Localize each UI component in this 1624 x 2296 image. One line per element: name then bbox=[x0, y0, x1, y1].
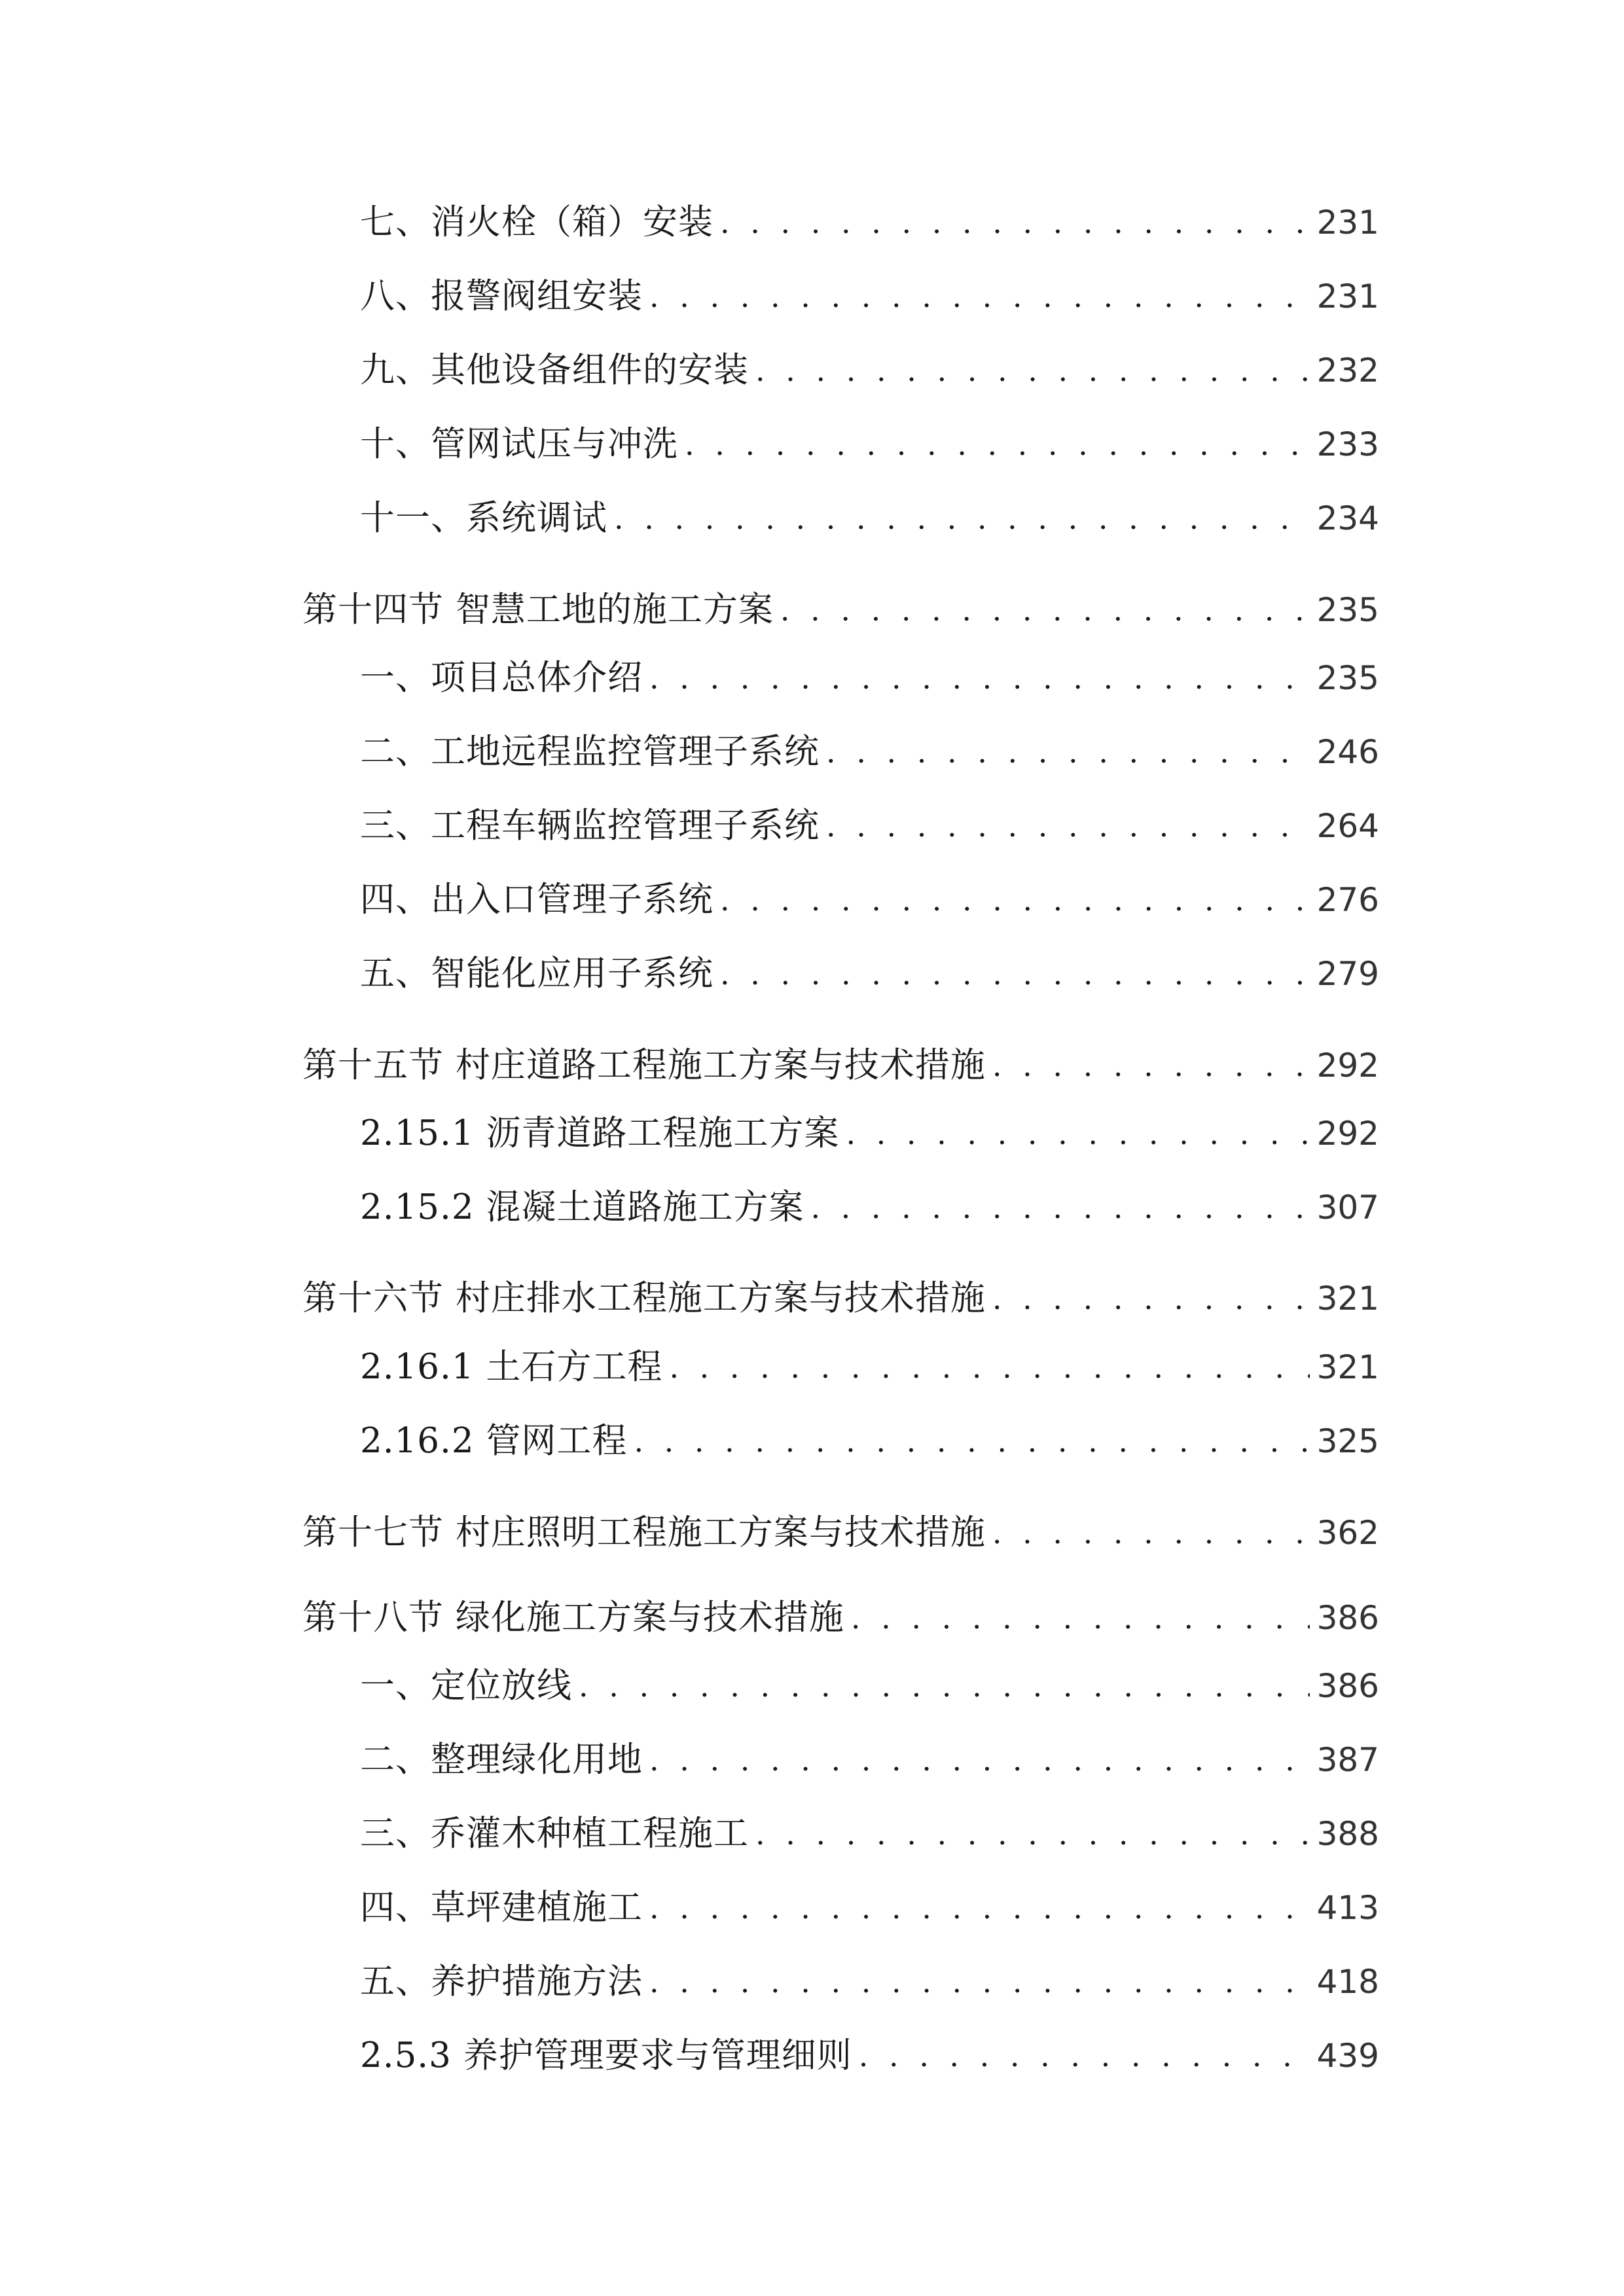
toc-entry-10-pressure-test-flushing[interactable] bbox=[360, 418, 1379, 471]
toc-page-number: 307 bbox=[1316, 1189, 1379, 1227]
toc-page-number: 292 bbox=[1316, 1115, 1379, 1153]
toc-entry-title: 2.16.1 土石方工程 bbox=[360, 1347, 663, 1387]
toc-entry-title: 2.16.2 管网工程 bbox=[360, 1421, 628, 1461]
toc-entry-title: 一、项目总体介绍 bbox=[360, 658, 643, 698]
toc-entry-title: 三、乔灌木种植工程施工 bbox=[360, 1814, 749, 1854]
toc-entry-9-other-components[interactable] bbox=[360, 344, 1379, 397]
toc-entry-maintenance-methods[interactable] bbox=[360, 1956, 1379, 2008]
toc-page-number: 321 bbox=[1316, 1348, 1379, 1386]
toc-page-number: 439 bbox=[1316, 2037, 1379, 2075]
toc-page-number: 362 bbox=[1316, 1514, 1379, 1552]
toc-dot-leader bbox=[810, 1181, 1310, 1234]
toc-dot-leader bbox=[720, 196, 1310, 249]
toc-entry-title: 九、其他设备组件的安装 bbox=[360, 350, 749, 390]
toc-page-number: 292 bbox=[1316, 1047, 1379, 1085]
toc-section-15-village-roads[interactable] bbox=[302, 1039, 1379, 1092]
toc-dot-leader bbox=[992, 1507, 1310, 1559]
toc-entry-remote-monitoring[interactable] bbox=[360, 726, 1379, 778]
toc-dot-leader bbox=[649, 1734, 1310, 1786]
toc-entry-concrete-road[interactable] bbox=[360, 1181, 1379, 1234]
toc-dot-leader bbox=[826, 726, 1310, 778]
toc-entry-pipe-network[interactable] bbox=[360, 1415, 1379, 1467]
toc-entry-title: 2.15.2 混凝土道路施工方案 bbox=[360, 1187, 804, 1227]
toc-page-number: 387 bbox=[1316, 1741, 1379, 1779]
toc-entry-title: 五、养护措施方法 bbox=[360, 1962, 643, 2001]
toc-entry-title: 二、整理绿化用地 bbox=[360, 1740, 643, 1780]
toc-entry-title: 2.15.1 沥青道路工程施工方案 bbox=[360, 1113, 840, 1153]
toc-entry-lawn-planting[interactable] bbox=[360, 1882, 1379, 1934]
toc-section-14-smart-site[interactable] bbox=[302, 584, 1379, 636]
toc-section-title: 第十七节 村庄照明工程施工方案与技术措施 bbox=[302, 1513, 986, 1552]
toc-page-number: 276 bbox=[1316, 881, 1379, 919]
toc-entry-access-management[interactable] bbox=[360, 874, 1379, 926]
toc-entry-vehicle-monitoring[interactable] bbox=[360, 800, 1379, 852]
toc-page-number: 233 bbox=[1316, 425, 1379, 463]
toc-entry-tree-shrub-planting[interactable] bbox=[360, 1808, 1379, 1860]
toc-entry-positioning-layout[interactable] bbox=[360, 1660, 1379, 1712]
toc-entry-title: 五、智能化应用子系统 bbox=[360, 954, 713, 994]
toc-page-number: 321 bbox=[1316, 1280, 1379, 1318]
toc-page-number: 386 bbox=[1316, 1599, 1379, 1637]
toc-dot-leader bbox=[755, 1808, 1310, 1860]
toc-entry-title: 2.5.3 养护管理要求与管理细则 bbox=[360, 2036, 852, 2075]
toc-dot-leader bbox=[634, 1415, 1310, 1467]
toc-entry-maintenance-rules[interactable] bbox=[360, 2030, 1379, 2082]
toc-dot-leader bbox=[780, 584, 1310, 636]
toc-dot-leader bbox=[649, 270, 1310, 323]
toc-entry-earthwork[interactable] bbox=[360, 1341, 1379, 1393]
toc-dot-leader bbox=[992, 1039, 1310, 1092]
toc-entry-title: 四、草坪建植施工 bbox=[360, 1888, 643, 1928]
toc-entry-title: 四、出入口管理子系统 bbox=[360, 880, 713, 920]
toc-page-number: 413 bbox=[1316, 1889, 1379, 1927]
toc-section-title: 第十八节 绿化施工方案与技术措施 bbox=[302, 1598, 844, 1638]
toc-entry-smart-application[interactable] bbox=[360, 948, 1379, 1000]
toc-dot-leader bbox=[720, 948, 1310, 1000]
toc-entry-title: 一、定位放线 bbox=[360, 1666, 572, 1706]
toc-page-number: 246 bbox=[1316, 733, 1379, 771]
toc-entry-title: 七、消火栓（箱）安装 bbox=[360, 202, 713, 242]
toc-dot-leader bbox=[649, 1882, 1310, 1934]
toc-dot-leader bbox=[826, 800, 1310, 852]
toc-page-number: 232 bbox=[1316, 351, 1379, 389]
toc-page-number: 279 bbox=[1316, 955, 1379, 993]
toc-entry-title: 十一、系统调试 bbox=[360, 498, 607, 538]
toc-dot-leader bbox=[685, 418, 1310, 471]
toc-section-title: 第十五节 村庄道路工程施工方案与技术措施 bbox=[302, 1045, 986, 1085]
toc-page-number: 388 bbox=[1316, 1815, 1379, 1853]
toc-page-number: 325 bbox=[1316, 1422, 1379, 1460]
toc-page-number: 234 bbox=[1316, 499, 1379, 537]
toc-page-number: 231 bbox=[1316, 204, 1379, 242]
toc-section-title: 第十六节 村庄排水工程施工方案与技术措施 bbox=[302, 1278, 986, 1318]
toc-dot-leader bbox=[851, 1592, 1310, 1644]
toc-page-number: 418 bbox=[1316, 1963, 1379, 2001]
toc-dot-leader bbox=[669, 1341, 1310, 1393]
toc-dot-leader bbox=[992, 1272, 1310, 1325]
toc-dot-leader bbox=[579, 1660, 1310, 1712]
toc-page-number: 231 bbox=[1316, 278, 1379, 315]
toc-entry-7-hydrant-installation[interactable] bbox=[360, 196, 1379, 249]
toc-section-18-greening[interactable] bbox=[302, 1592, 1379, 1644]
toc-entry-project-overview[interactable] bbox=[360, 652, 1379, 704]
toc-section-title: 第十四节 智慧工地的施工方案 bbox=[302, 590, 774, 630]
toc-entry-title: 二、工地远程监控管理子系统 bbox=[360, 732, 820, 772]
toc-entry-title: 十、管网试压与冲洗 bbox=[360, 424, 678, 464]
toc-dot-leader bbox=[859, 2030, 1310, 2082]
toc-dot-leader bbox=[846, 1107, 1310, 1160]
toc-dot-leader bbox=[614, 492, 1310, 545]
toc-page-number: 386 bbox=[1316, 1667, 1379, 1705]
toc-dot-leader bbox=[720, 874, 1310, 926]
toc-section-17-village-lighting[interactable] bbox=[302, 1507, 1379, 1559]
toc-page-number: 235 bbox=[1316, 659, 1379, 697]
toc-entry-title: 三、工程车辆监控管理子系统 bbox=[360, 806, 820, 846]
toc-entry-asphalt-road[interactable] bbox=[360, 1107, 1379, 1160]
toc-page-number: 264 bbox=[1316, 807, 1379, 845]
toc-dot-leader bbox=[755, 344, 1310, 397]
toc-page-number: 235 bbox=[1316, 591, 1379, 629]
toc-entry-8-alarm-valve-installation[interactable] bbox=[360, 270, 1379, 323]
toc-dot-leader bbox=[649, 1956, 1310, 2008]
toc-entry-11-system-debugging[interactable] bbox=[360, 492, 1379, 545]
toc-entry-green-land-preparation[interactable] bbox=[360, 1734, 1379, 1786]
toc-dot-leader bbox=[649, 652, 1310, 704]
toc-entry-title: 八、报警阀组安装 bbox=[360, 276, 643, 316]
toc-section-16-village-drainage[interactable] bbox=[302, 1272, 1379, 1325]
